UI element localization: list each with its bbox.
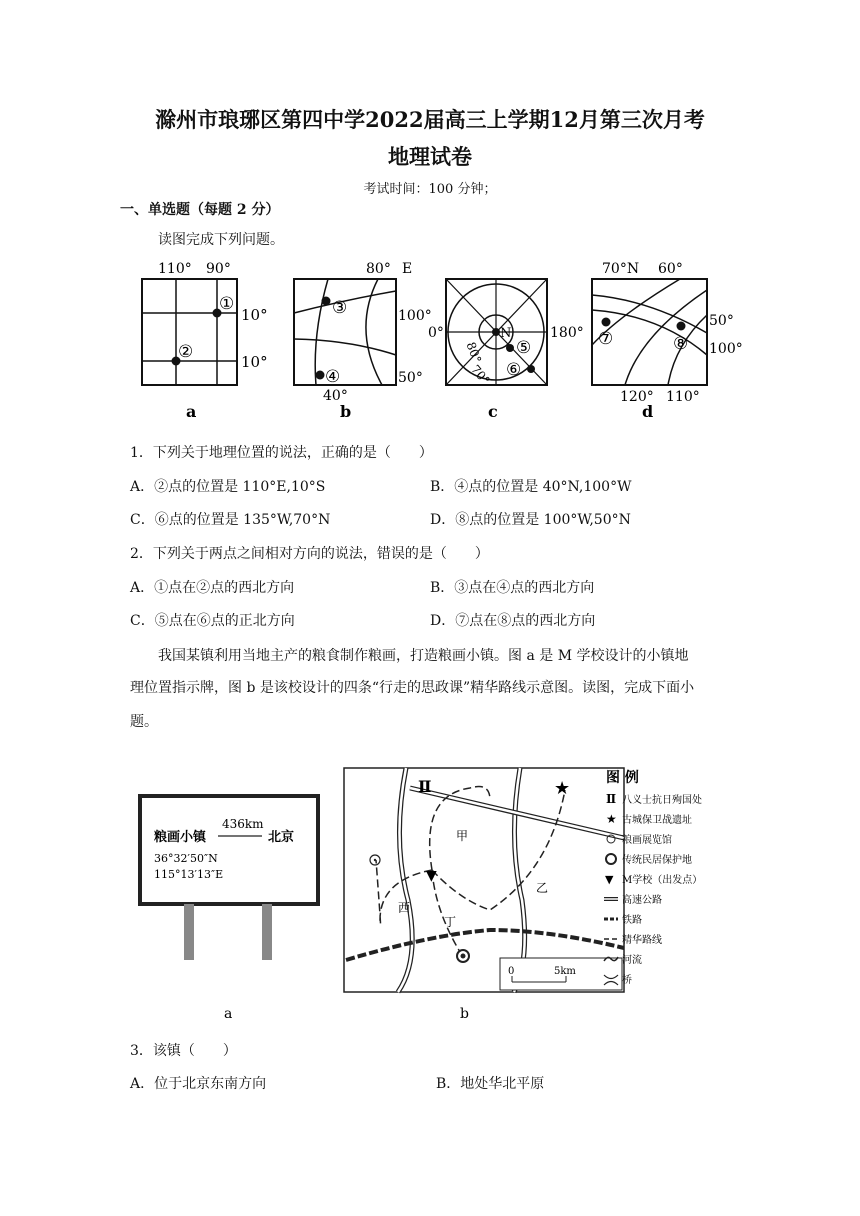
map-label-ding: 丁 [444,915,457,929]
label: ① [219,294,235,314]
label: E [402,261,413,277]
town-figure [130,760,770,1030]
scale-five: 5km [554,966,576,977]
scale-zero: 0 [508,966,515,977]
sign-town: 粮画小镇 [154,830,207,845]
question-3-stem: 3．该镇（ ） [130,1043,237,1059]
diagram-a [142,261,268,421]
label: 90° [206,261,231,277]
label: ⑥ [506,360,522,380]
location-sign [140,796,318,1022]
legend-item: 精华路线 [622,935,662,946]
q1-option-b[interactable]: B．④点的位置是 40°N,100°W [430,479,632,495]
label: 80° [366,261,391,277]
label: ⑧ [673,334,689,354]
legend-item: M学校（出发点） [622,875,703,886]
label: 0° [428,325,444,341]
section-heading: 一、单选题（每题 2 分） [120,202,280,218]
svg-text:▼: ▼ [605,873,614,886]
label: ③ [332,298,348,318]
label: 70°N [602,261,640,277]
passage-line-3: 题。 [130,714,158,730]
star-icon: ★ [554,778,571,799]
legend-item: 粮画展览馆 [622,835,672,846]
label: 10° [241,306,268,324]
legend-item: 八义士抗日殉国处 [622,795,702,806]
label: ⑦ [598,329,614,349]
sign-lon: 115°13′13″E [154,868,224,881]
legend-item: 高速公路 [622,895,662,906]
map-label-xi: 西 [398,901,411,915]
q2-option-b[interactable]: B．③点在④点的西北方向 [430,580,595,596]
q3-option-b[interactable]: B．地处华北平原 [436,1076,545,1092]
route-map [344,768,624,1022]
label: 50° [709,313,734,329]
diagram-c [428,279,584,421]
school-icon: ▼ [426,868,437,884]
label: ④ [325,367,341,387]
sign-city: 北京 [268,830,295,845]
legend-item: 古城保卫战遗址 [622,815,692,826]
caption: b [340,402,352,421]
q2-option-d[interactable]: D．⑦点在⑧点的西北方向 [430,613,596,629]
passage-line-2: 理位置指示牌，图 b 是该校设计的四条“行走的思政课”精华路线示意图。读图，完成下面小 [130,680,695,696]
question-2-stem: 2．下列关于两点之间相对方向的说法，错误的是（ ） [130,546,489,562]
label: N [500,326,512,341]
caption: d [642,402,654,421]
label: 80° [463,340,485,365]
q2-option-c[interactable]: C．⑤点在⑥点的正北方向 [130,613,295,629]
label: 110° [666,389,700,405]
label: 100° [709,341,743,357]
label: 60° [658,261,683,277]
label: 10° [241,353,268,371]
svg-text:★: ★ [606,812,617,826]
svg-text:Ⅱ: Ⅱ [606,792,617,806]
map-label-yi: 乙 [536,881,549,895]
caption: c [488,402,498,421]
graticule-figure [120,255,760,425]
exam-title: 滁州市琅琊区第四中学2022届高三上学期12月第三次月考 [155,107,705,132]
label: 120° [620,389,654,405]
q1-option-a[interactable]: A．②点的位置是 110°E,10°S [130,479,326,495]
q3-option-a[interactable]: A．位于北京东南方向 [130,1076,267,1092]
map-label-jia: 甲 [456,829,469,843]
label: 40° [323,388,348,404]
sign-lat: 36°32′50″N [154,852,218,865]
sign-distance: 436km [222,817,264,831]
legend-item: 河流 [622,955,642,966]
monument-icon: Ⅱ [418,777,432,796]
label: 50° [398,370,423,386]
legend-item: 桥 [622,975,632,986]
passage-line-1: 我国某镇利用当地主产的粮食制作粮画，打造粮画小镇。图 a 是 M 学校设计的小镇地 [158,648,689,664]
exam-subject-title: 地理试卷 [388,144,472,169]
label: 70° [468,362,493,388]
label: 100° [398,308,432,324]
caption-a: a [224,1006,233,1022]
caption: a [186,402,197,421]
exam-time: 考试时间：100 分钟； [363,182,497,197]
diagram-b [294,261,432,421]
intro-text: 读图完成下列问题。 [158,232,284,248]
label: 180° [550,325,584,341]
legend-title: 图 例 [606,770,639,786]
q1-option-c[interactable]: C．⑥点的位置是 135°W,70°N [130,512,331,528]
q2-option-a[interactable]: A．①点在②点的西北方向 [130,580,295,596]
legend-item: 传统民居保护地 [622,855,692,866]
label: ⑤ [516,338,532,358]
caption-b: b [460,1006,469,1022]
diagram-d [592,261,743,421]
label: ② [178,342,194,362]
q1-option-d[interactable]: D．⑧点的位置是 100°W,50°N [430,512,631,528]
legend-item: 铁路 [622,915,642,926]
question-1-stem: 1．下列关于地理位置的说法，正确的是（ ） [130,445,433,461]
label: 110° [158,261,192,277]
